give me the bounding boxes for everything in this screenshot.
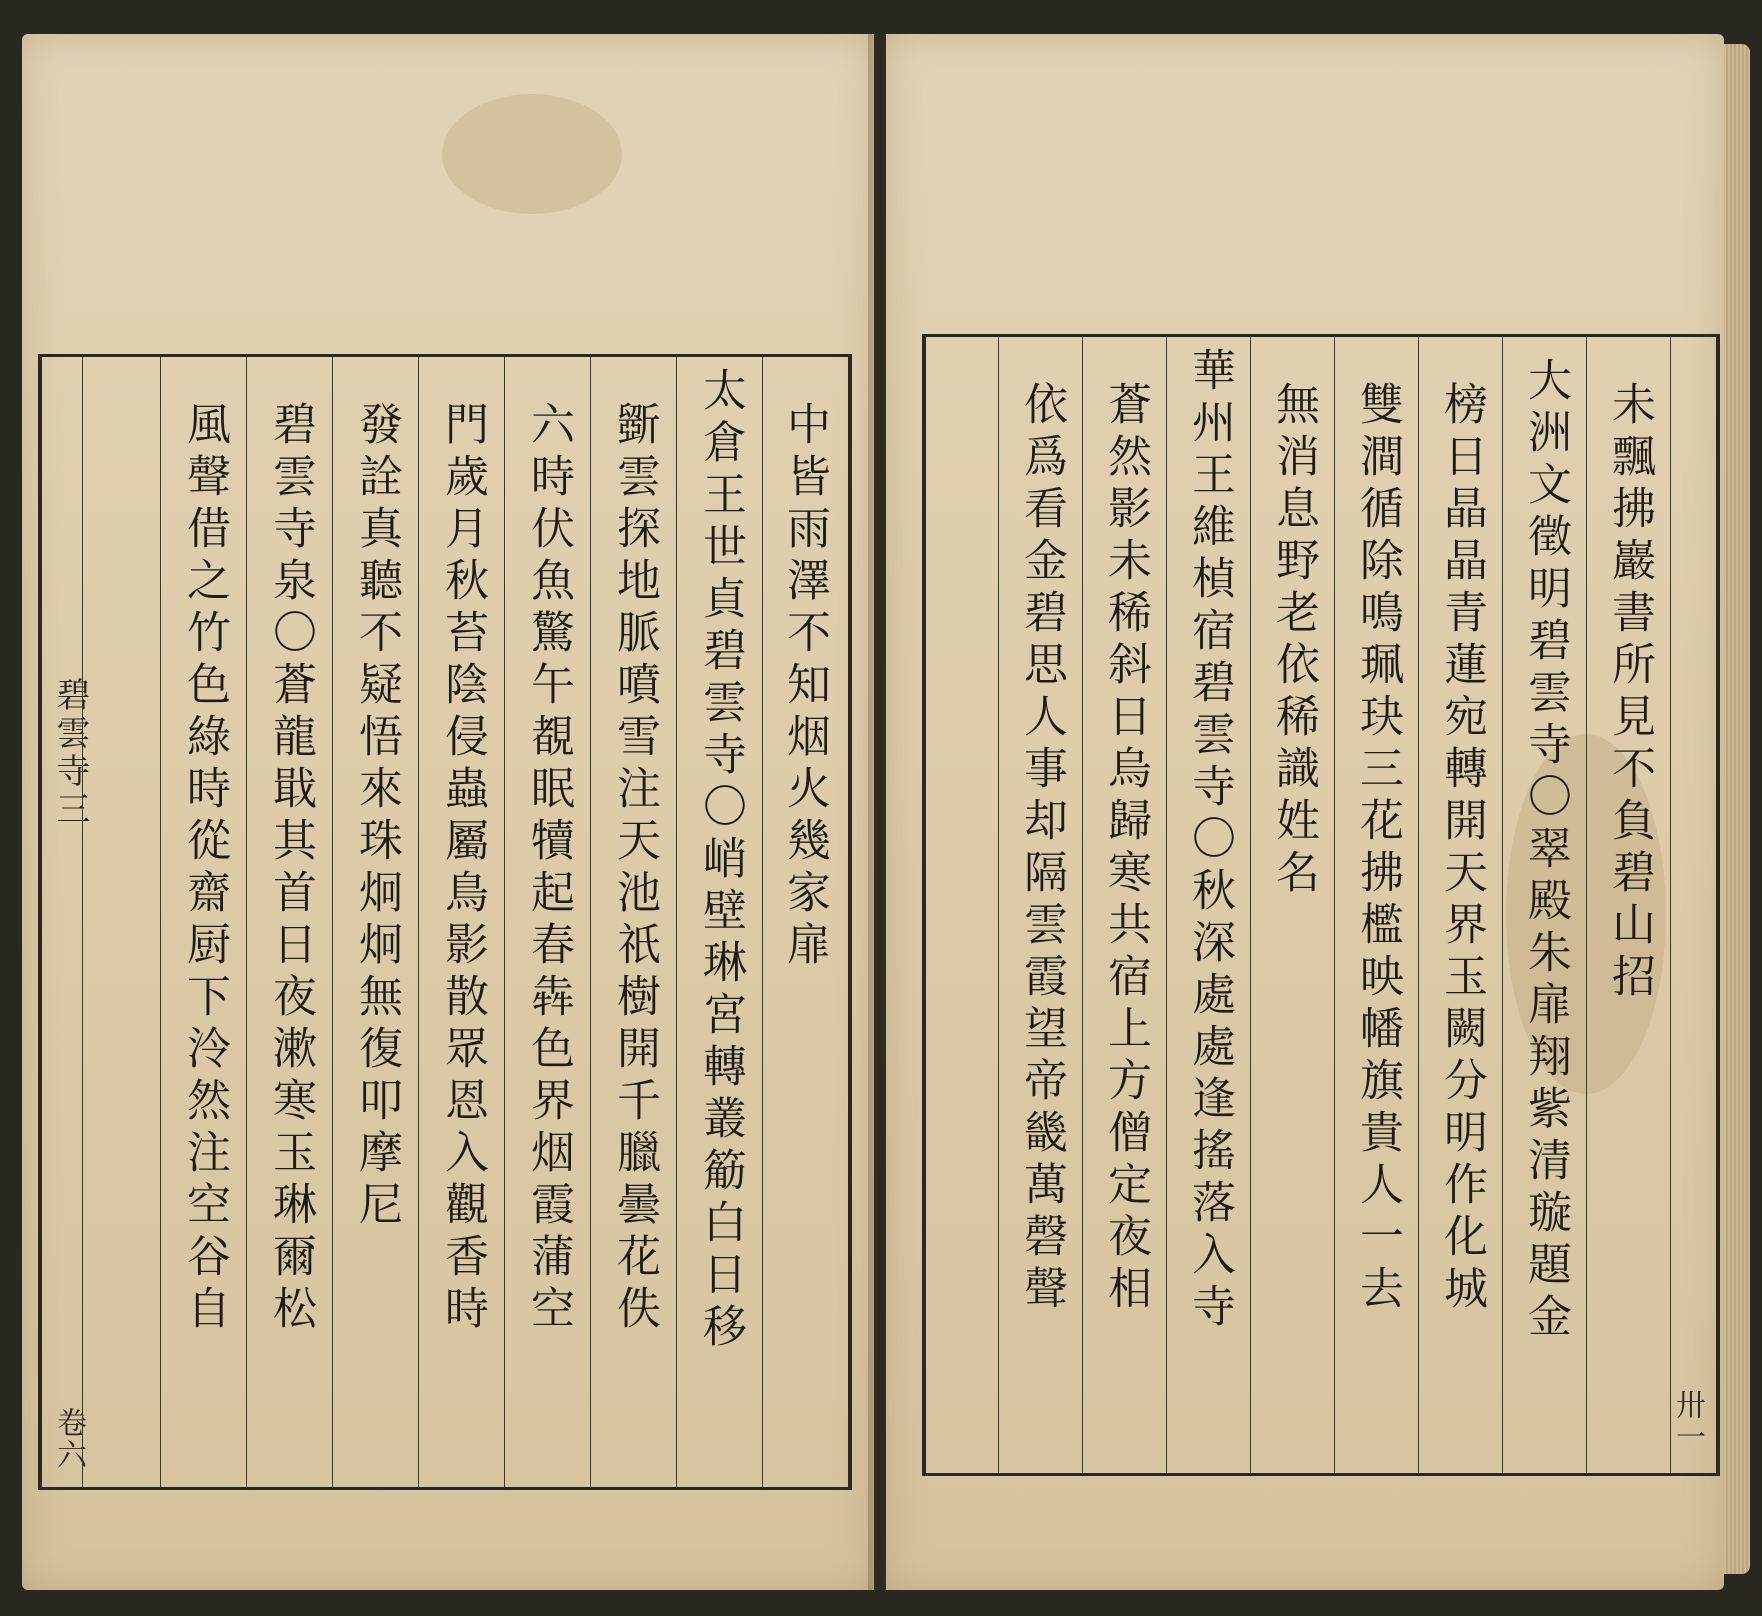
- text-column: 蒼然影未稀斜日烏歸寒共宿上方僧定夜相: [1082, 337, 1167, 1473]
- text-column: 華州王維楨宿碧雲寺〇秋深處處逢搖落入寺: [1166, 337, 1251, 1473]
- banxin: [42, 357, 90, 1487]
- page-edge: [1724, 44, 1750, 1574]
- text-column: 榜日晶晶青蓮宛轉開天界玉闕分明作化城: [1418, 337, 1503, 1473]
- text-column: 無消息野老依稀識姓名: [1250, 337, 1335, 1473]
- text-column: 發詮真聽不疑悟來珠炯炯無復叩摩尼: [332, 357, 419, 1487]
- text-column: 斵雲探地脈噴雪注天池祇樹開千臘曇花佚: [590, 357, 677, 1487]
- banxin-juan: 卷六: [51, 1407, 86, 1471]
- right-text-frame: [922, 334, 1720, 1476]
- left-page: [22, 34, 874, 1590]
- text-column: 太倉王世貞碧雲寺〇峭壁琳宮轉叢䈥白日移: [676, 357, 763, 1487]
- text-column: 風聲借之竹色綠時從齋厨下泠然注空谷自: [160, 357, 247, 1487]
- text-column: 中皆雨澤不知烟火幾家扉: [762, 357, 845, 1487]
- text-column: 大洲文徵明碧雲寺〇翠殿朱扉翔紫清璇題金: [1502, 337, 1587, 1473]
- banxin-title: 碧雲寺三: [50, 677, 90, 829]
- left-text-frame: [38, 354, 852, 1490]
- text-column: 門歲月秋苔陰侵蟲屬鳥影散眾恩入觀香時: [418, 357, 505, 1487]
- blank-column: [82, 357, 161, 1487]
- blank-column: [926, 337, 998, 1473]
- paper-stain: [442, 94, 622, 214]
- banxin: [1670, 337, 1713, 1473]
- text-column: 依爲看金碧思人事却隔雲霞望帝畿萬磬聲: [998, 337, 1083, 1473]
- text-column: 六時伏魚驚午覩眠犢起春犇色界烟霞蒲空: [504, 357, 591, 1487]
- text-column: 雙澗循除鳴珮玦三花拂檻映幡旗貴人一去: [1334, 337, 1419, 1473]
- right-page: [886, 34, 1724, 1590]
- text-column: 碧雲寺泉〇蒼龍戢其首日夜漱寒玉琳爾松: [246, 357, 333, 1487]
- folio-number: 卅一: [1670, 1389, 1705, 1453]
- text-column: 未飄拂巖書所見不負碧山招: [1586, 337, 1671, 1473]
